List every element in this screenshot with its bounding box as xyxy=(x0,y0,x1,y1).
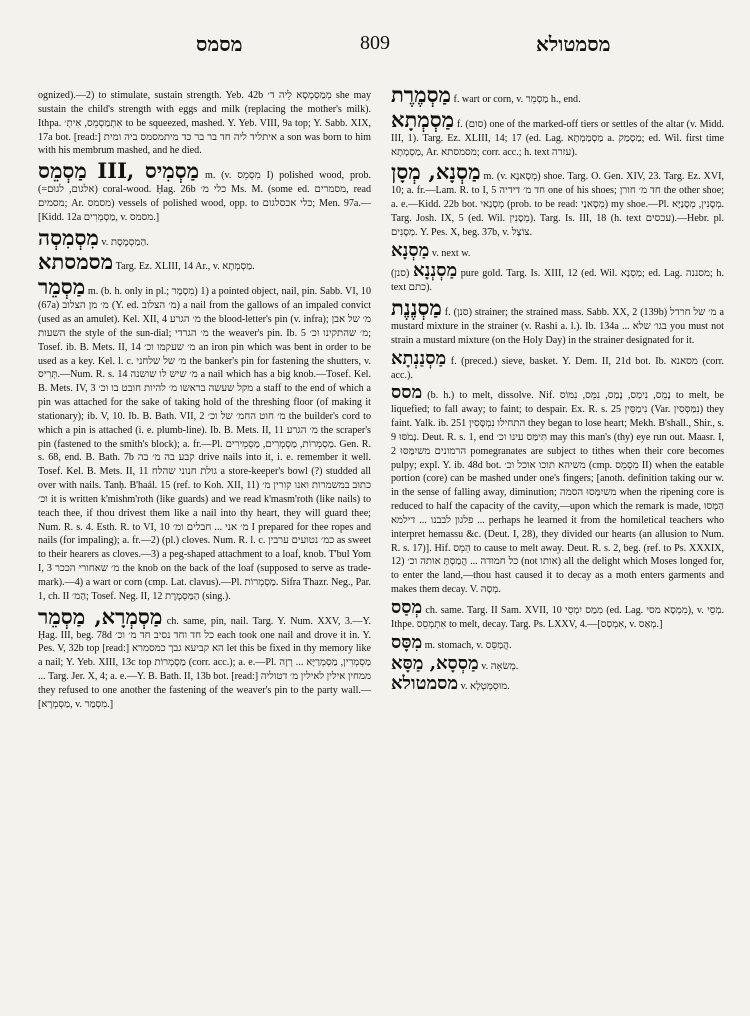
entry-headword: מסמסתא xyxy=(38,249,114,275)
entry-text: m. (v. מְסָאנָא) shoe. Targ. O. Gen. XIV, 23. Targ. Ez. XVI, 10; a. fr.—Lam. R. to I, 5 חד מ׳ דידיה one of his shoes; חד מ׳ חורן the other shoe; a. e.—Kidd. 22b bot. מְסָנַאי (prob. to be read: מְסָאנַי) my shoe.—Pl. מְסָנִין, מְסָנַיָּא. Targ. Josh. IX, 5 (ed. Wil. מְסָנִין). Targ. Is. III, 18 (h. text עכסים).—Hebr. pl. מְסָנִים. Y. Pes. X, beg. 37b, v. צוֹצָל. xyxy=(391,171,725,238)
entry-text: v. next w. xyxy=(431,247,471,259)
header-right-title: מסמטולא xyxy=(536,32,611,56)
entry-text: v. הַמַסְמֶסֶת. xyxy=(101,236,149,248)
dictionary-entry xyxy=(38,276,371,603)
entry-headword: מַסְנָא, מְסָן xyxy=(391,159,481,185)
dictionary-entry xyxy=(391,106,724,160)
entry-headword: מסס xyxy=(391,382,423,404)
entry-text: ognized).—2) to stimulate, sustain strength. Yeb. 42b מְמַסְמְסָא לֵיה ד׳ she may sustain the child's strength with eggs and milk (replacing the mother's milk). Ithpa. אִתְמַסְמֵס, אִיתְ׳ to be squeezed, mashed. Y. Yeb. VIII, 9a top; Y. Sabb. XIX, 17a bot. [read:] איתליד ליה חד בר בר כד מיתמסמס ביה ומית a son was born to him with his membrum mashed, and he died. xyxy=(38,90,372,157)
right-column xyxy=(391,84,724,696)
entry-text: f. wart or corn, v. מַסְמֵר h., end. xyxy=(453,94,581,105)
dictionary-entry xyxy=(391,161,724,239)
dictionary-entry xyxy=(391,297,724,348)
entry-headword: מִסָּס xyxy=(391,631,423,653)
dictionary-entry xyxy=(391,631,724,653)
dictionary-entry xyxy=(38,224,371,250)
entry-text: v. מְשׂאָה. xyxy=(481,660,519,672)
entry-headword: מַסְנֶנֶת xyxy=(391,295,442,321)
dictionary-entry xyxy=(391,84,724,107)
entry-headword: מַסְמְרָא, מַסְמֵר xyxy=(38,603,163,629)
entry-text: m. (b. h. only in pl.; מִסְמָר) 1) a pointed object, nail, pin. Sabb. VI, 10 (67a) מ׳ מן הצלוב (Y. ed. מ׳ הצלוב) a nail from the gallows of an impaled convict (used as an amulet). Kel. XII, 4 מ׳ הגרע the blood-letter's pin (v. infra); מ׳ של אבן השעות the style of the sun-dial; מ׳ הגרדי the weaver's pin. Ib. 5 מ׳ שהתקינו וכ׳; Tosef. ib. B. Mets. II, 14 מ׳ שעקמו וכ׳ an iron pin which was bent in order to be used as a key. Kel. l. c. מ׳ של שלחני the banker's pin for fastening the shutters, v. תְּרִיס.—Num. R. s. 14 מ׳ שיש לו שושנה a nail which has a big knob.—Tosef. Kel. B. Mets. IV, 3 מקל שעשה בראשו מ׳ להיות חובט בו וכ׳ a staff to the end of which a pin was attached for the sake of taking hold of the threshing floor (of making it stationary); ib. V, 10. Ib. B. Bath. VII, 2 מ׳ חוט החמ׳ של וכ׳ the builder's cord to which a pin is attached (i. e. plumb-line). Ib. B. Mets. II, 11 מ׳ הגרע the scraper's pin (fastened to the smith's block); a. fr.—Pl. מַסְמְרוֹת, מַסְמְרִים, מַסְמֵירִים. Gen. R. s. 68, end. B. Bath. 7b קבע בה מ׳ בה drive nails into it, i. e. remember it well. Tosef. Kel. B. Mets. II, 11 גולת חנוני שהלח a store-keeper's bowl (?) studded all over with nails. Tanḥ. B'haál. 15 (ref. to Koh. XII, 11) כתוב במשמרות ואנו קורין מ׳ וכ׳ it is written k'mishm'roth (like guards) and we read k'masm'roth (like nails) to teach thee, if thou drivest them like a nail into thy heart, they will guard thee; Num. R. s. 4. Esth. R. to VI, 10 מ׳ אני ... חבלים ומ׳ I prepared for thee ropes and nails (for impaling); a. fr.—2) (pl.) cloves. Num. R. l. c. כמ׳ נטועים ערבין as sweet to their hearers as cloves.—3) a peg-shaped attachment to a loaf, knob. T'bul Yom I, 3 מ׳ שאחורי הככר the knob on the back of the loaf (supposed to serve as trade-mark).—4) a wart or corn (cmp. Lat. clavus).—Pl. מַסְמְרוֹת. Sifra Thazr. Neg., Par. 1, ch. II הַמ׳; Tosef. Neg. II, 12 הַמַּסְמֶרֶת (sing.). xyxy=(38,286,372,602)
dictionary-entry xyxy=(38,160,371,224)
entry-text: (b. h.) to melt, dissolve. Nif. נָמֵס, נִימַס, נָמַס, נִמֵּס, נִמּוֹס to melt, be liquefied; to fall away; to faint; to despair. Ex. R. s. 25 נִימַסֵּין (Var. נִמַּסְּסִין) they faint. Yalk. ib. 251 התחילו נִמְסָּסִין they began to lose heart; Mekh. B'shall., Shir., s. 9 נָמֹסּוּ. Deut. R. s. 1, end תִּימַּס עינו וכ׳ may this man's (thy) eye run out. Maasr. I, 2 הרמונים משיִמַּסּוּ pomegranates are subject to tithes when their core becomes pulpy; expl. Y. ib. 48d bot. משיהא תוכו אוכל וכ׳ (cmp. מִסְמֵס II) when the eatable portion (core) can be mashed under one's fingers; [anoth. definition taking our w. in the sense of falling away, diminution; משיִמַּסוּ הסמה when the ripening core is reduced to half the capacity of the cavity,—upon which the remark is made, הַמָּסוּ ... פלגון לבבנו ... דילמא perhaps he learned it from the homiletical teachers who interpret hemassu &c. (Deut. I, 28), they divided our hearts (an allusion to Num. R. s. 17)]. Hif. הֵמֵס to cause to melt away. Deut. R. s. 2, beg. (ref. to Ps. XXXIX, 12) כל חמודה ... הֲמַסְתָּ אותה וכ׳ (not אותו) all the delight which Moses longed for, to enter the land,—thou hast caused it to decay as a moth enters garments and makes them decay. V. מְסָה. xyxy=(391,390,725,596)
dictionary-entry xyxy=(391,262,724,295)
entry-text: Targ. Ez. XLIII, 14 Ar., v. מַסְמְתָא. xyxy=(115,261,255,273)
dictionary-entry xyxy=(38,84,371,158)
entry-headword: מַסְמֶרֶת xyxy=(391,82,451,107)
entry-text: f. (סום) one of the marked-off tiers or settles of the altar (v. Midd. III, 1). Targ. Ez. XLIII, 14; 17 (ed. Lag. מַסְמַמְתָא a. מַסְמַק; ed. Wil. first time מַסְמְתָא, Ar. מסמסתא; corr. acc.; h. text עזרה). xyxy=(391,118,724,158)
dictionary-entry xyxy=(391,384,724,597)
entry-headword: מַסְמֵר xyxy=(38,274,86,300)
entry-headword: מְסַס xyxy=(391,597,423,618)
entry-headword: מַסְמֵס III, מַסְמִיס xyxy=(38,158,200,184)
page-number: 809 xyxy=(360,32,390,54)
entry-text: m. stomach, v. הֲמַסֵּס. xyxy=(424,639,512,651)
dictionary-entry xyxy=(38,603,372,712)
entry-text: ch. same, pin, nail. Targ. Y. Num. XXV, 3.—Y. Ḥag. III, beg. 78d כל חד וחד נסיב חד מ׳ וכ׳ each took one nail and drove it in. Y. Pes. V, 32b top [read:] הא קביעא גבך כמסמרא let this be fixed in thy memory like a nail; Y. Yeb. XIII, 13c top מַסְמְרוֹת (corr. acc.); a. e.—Pl. מַסְמְרִין, מַסְמְרַיָּא ... רְזָה ... Targ. Jer. X, 4; a. e.—Y. B. Bath. II, 13b bot. [read:] ממחין אילין לאילין מ׳ דטוליה they refused to one another the fastening of the weaver's pin to the party wall.—[מַסְמְרָא, v. מִסְמַר.] xyxy=(38,615,372,710)
dictionary-entry xyxy=(391,599,724,632)
dictionary-entry xyxy=(391,347,724,383)
entry-text: (סנן) pure gold. Targ. Is. XIII, 12 (ed. Wil. מַסְנָא; ed. Lag. מסננה; h. text כתם). xyxy=(391,268,724,294)
entry-text: v. מוּסְמְטְלָא. xyxy=(460,681,510,693)
entry-headword: מַסְנַנְתָא xyxy=(391,347,447,369)
entry-headword: מַסְמְתָא xyxy=(391,106,455,132)
running-header xyxy=(0,32,750,60)
entry-text: f. (preced.) sieve, basket. Y. Dem. II, 21d bot. Ib. מסאנא (corr. acc.). xyxy=(391,355,724,381)
entry-headword: מַסְנָא xyxy=(391,239,430,261)
dictionary-entry xyxy=(391,239,724,261)
header-left-title: מסמס xyxy=(196,32,243,56)
entry-headword: מסמטולא xyxy=(391,673,459,695)
entry-text: m. (v. מִסְמֵס I) polished wood, prob. (=אלגום, לגוּם) coral-wood. Ḥag. 26b כלי מ׳ Ms. M. (some ed. מסמרים, read מסמים; Ar. מסמס) vessels of polished wood, opp. to כלי אכסלגום; Men. 97a.—[Kidd. 12a מַסְמְרִים, v. מסמס.] xyxy=(38,170,372,223)
dictionary-entry xyxy=(391,652,724,674)
entry-headword: מִסְמִסְה xyxy=(38,224,99,250)
entry-text: ch. same. Targ. II Sam. XVII, 10 מִמַס יִמְסֵי (ed. Lag. מִמְסָא מסי), v. מְסֵי. Ithpe. אִתְמְסֵס to melt, decay. Targ. Ps. LXXV, 4.—[אִמְסַס, v. מְאַס.] xyxy=(391,605,724,630)
entry-headword: מַסְנְנָא xyxy=(412,260,458,282)
entry-headword: מַסְסָא, מַסָּא xyxy=(391,652,479,674)
dictionary-entry xyxy=(391,675,724,694)
dictionary-entry xyxy=(38,251,371,274)
left-column xyxy=(38,84,371,714)
entry-text: f. (סנן) strainer; the strained mass. Sabb. XX, 2 (139b) מ׳ של חרדל a mustard mixture in the strainer (v. Rashi a. l.). Ib. 134a ... בגו׳ שלא you must not strain a mustard mixture (on the Holy Day) in the strainer designated for it. xyxy=(391,307,724,346)
